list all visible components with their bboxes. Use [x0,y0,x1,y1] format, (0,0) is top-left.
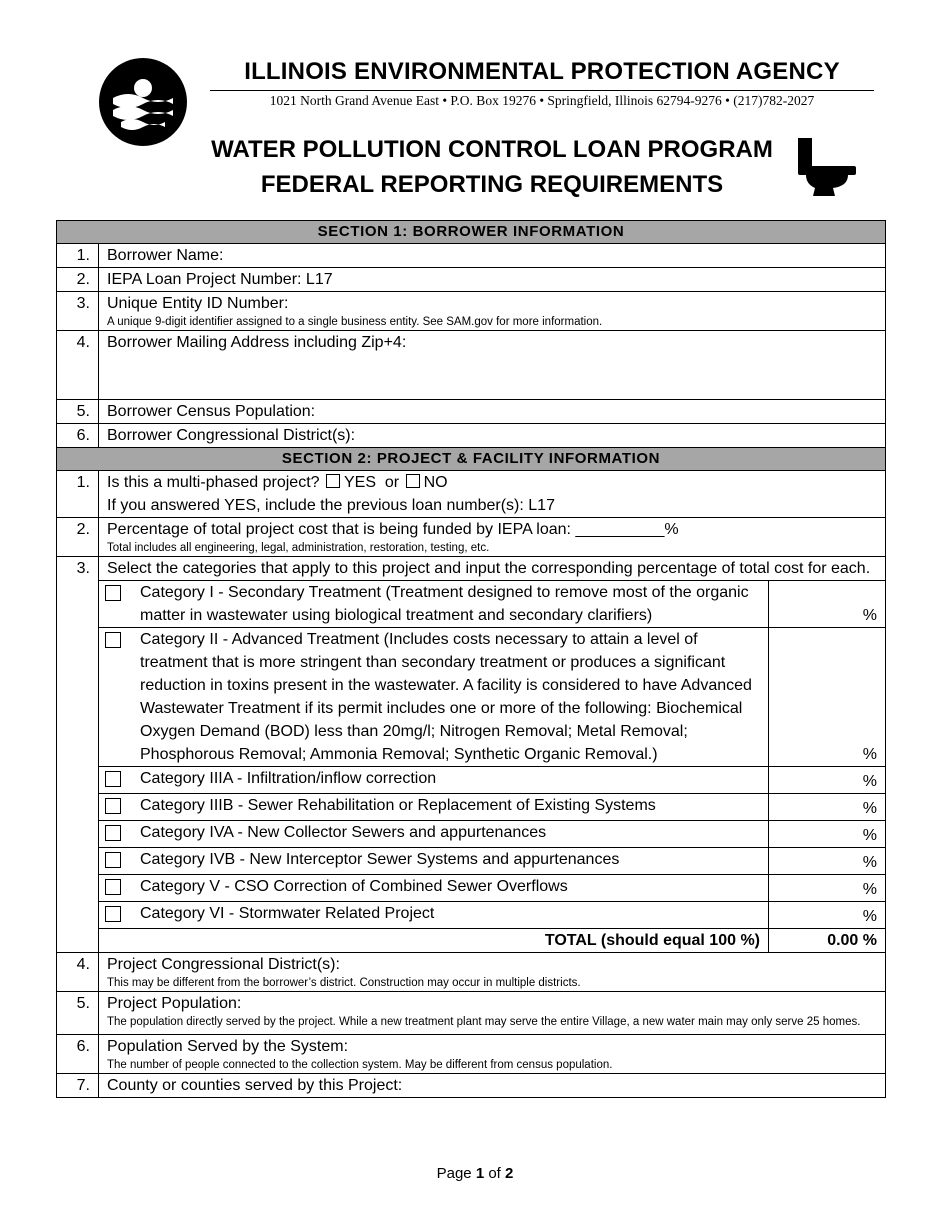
category-checkbox[interactable] [105,852,121,868]
row-number: 2. [57,268,99,292]
population-served-note: The number of people connected to the collection system. May be different from census population. [107,1059,613,1071]
project-population-label: Project Population: [107,995,242,1012]
unique-entity-id-note: A unique 9-digit identifier assigned to a single business entity. See SAM.gov for more information. [107,316,603,328]
yes-checkbox[interactable] [326,474,340,488]
categories-row [57,557,886,953]
page-footer [0,1165,950,1182]
category-row [99,902,885,929]
congressional-district-row [57,424,886,448]
category-checkbox[interactable] [105,798,121,814]
category-label: Category IIIA - Infiltration/inflow correction [140,767,769,794]
category-percent-field[interactable]: % [769,794,886,821]
total-value: 0.00 % [769,929,886,953]
project-population-row [57,992,886,1035]
category-checkbox[interactable] [105,585,121,601]
borrower-name-row [57,244,886,268]
project-district-row [57,953,886,992]
row-number: 5. [57,992,99,1035]
yes-label: YES [344,474,377,491]
category-percent-field[interactable]: % [769,875,886,902]
category-label: Category VI - Stormwater Related Project [140,902,769,929]
category-checkbox[interactable] [105,632,121,648]
mailing-address-field[interactable]: Borrower Mailing Address including Zip+4: [99,331,886,400]
or-label: or [384,474,400,491]
title-line-1: WATER POLLUTION CONTROL LOAN PROGRAM [211,136,773,163]
loan-project-number-row [57,268,886,292]
row-number: 6. [57,1035,99,1074]
unique-entity-id-row [57,292,886,331]
mailing-address-row [57,331,886,400]
population-served-row [57,1035,886,1074]
category-label: Category V - CSO Correction of Combined Sewer Overflows [140,875,769,902]
row-number: 3. [57,292,99,331]
row-number: 6. [57,424,99,448]
unique-entity-id-label: Unique Entity ID Number: [107,295,289,312]
category-checkbox[interactable] [105,879,121,895]
title-line-2: FEDERAL REPORTING REQUIREMENTS [260,171,724,198]
categories-table [99,580,885,952]
page-prefix: Page [436,1165,472,1182]
category-percent-field[interactable]: % [769,902,886,929]
category-label: Category II - Advanced Treatment (Includes costs necessary to attain a level of treatment that is more stringent than secondary treatment or produces a significant reduction in toxins present in the wastewater. A facility is considered to have Advanced Wastewater Treatment if its permit includes one or more of the following: Biochemical Oxygen Demand (BOD) less than 20mg/l; Nitrogen Removal; Metal Removal; Phosphorous Removal; Ammonia Removal; Synthetic Organic Removal.) [140,628,769,767]
loan-project-number-field[interactable]: IEPA Loan Project Number: L17 [99,268,886,292]
multi-phased-row [57,471,886,518]
form-table [56,220,886,1098]
category-row [99,794,885,821]
project-district-note: This may be different from the borrower’s district. Construction may occur in multiple districts. [107,977,581,989]
section-2-heading: SECTION 2: PROJECT & FACILITY INFORMATION [57,448,886,471]
category-percent-field[interactable]: % [769,848,886,875]
row-number: 5. [57,400,99,424]
unique-entity-id-field[interactable] [99,292,886,331]
section-2-header [57,448,886,471]
categories-instructions: Select the categories that apply to this project and input the corresponding percentage of total cost for each. [107,560,871,577]
header-rule [210,90,874,91]
category-row [99,821,885,848]
congressional-district-field[interactable]: Borrower Congressional District(s): [99,424,886,448]
row-number: 4. [57,331,99,400]
category-row [99,848,885,875]
census-population-row [57,400,886,424]
toilet-icon [793,136,859,198]
row-number: 1. [57,244,99,268]
iepa-seal-icon [99,58,187,146]
categories-cell [99,557,886,953]
category-percent-field[interactable]: % [769,581,886,628]
funding-percentage-label: Percentage of total project cost that is being funded by IEPA loan: __________% [107,521,679,538]
funding-percentage-row [57,518,886,557]
row-number: 4. [57,953,99,992]
category-row [99,628,885,767]
section-1-header [57,221,886,244]
category-row [99,767,885,794]
section-1-heading: SECTION 1: BORROWER INFORMATION [57,221,886,244]
row-number: 1. [57,471,99,518]
multi-phased-label: Is this a multi-phased project? [107,474,320,491]
funding-percentage-field[interactable] [99,518,886,557]
counties-field[interactable]: County or counties served by this Project: [99,1074,886,1098]
category-checkbox[interactable] [105,771,121,787]
project-district-field[interactable] [99,953,886,992]
category-checkbox[interactable] [105,825,121,841]
population-served-label: Population Served by the System: [107,1038,349,1055]
category-label: Category IIIB - Sewer Rehabilitation or Replacement of Existing Systems [140,794,769,821]
census-population-field[interactable]: Borrower Census Population: [99,400,886,424]
no-label: NO [423,474,448,491]
category-label: Category I - Secondary Treatment (Treatment designed to remove most of the organic matter in wastewater using biological treatment and secondary clarifiers) [140,581,769,628]
population-served-field[interactable] [99,1035,886,1074]
page-of: of [488,1165,501,1182]
total-label: TOTAL (should equal 100 %) [99,929,769,953]
page-total: 2 [505,1165,514,1182]
total-row [99,929,885,953]
borrower-name-field[interactable]: Borrower Name: [99,244,886,268]
category-percent-field[interactable]: % [769,628,886,767]
document-title [200,132,784,202]
category-percent-field[interactable]: % [769,821,886,848]
category-label: Category IVA - New Collector Sewers and appurtenances [140,821,769,848]
no-checkbox[interactable] [406,474,420,488]
category-row [99,581,885,628]
row-number: 7. [57,1074,99,1098]
counties-row [57,1074,886,1098]
agency-name: ILLINOIS ENVIRONMENTAL PROTECTION AGENCY [244,58,840,85]
category-percent-field[interactable]: % [769,767,886,794]
project-district-label: Project Congressional District(s): [107,956,340,973]
page-current: 1 [475,1165,485,1182]
category-label: Category IVB - New Interceptor Sewer Systems and appurtenances [140,848,769,875]
agency-address: 1021 North Grand Avenue East • P.O. Box 19276 • Springfield, Illinois 62794-9276 • (217)782-2027 [269,93,815,108]
row-number: 2. [57,518,99,557]
project-population-note: The population directly served by the project. While a new treatment plant may serve the entire Village, a new water main may only serve 25 homes. [107,1016,861,1028]
funding-percentage-note: Total includes all engineering, legal, administration, restoration, testing, etc. [107,542,490,554]
row-number: 3. [57,557,99,953]
previous-loan-number-field[interactable]: If you answered YES, include the previous loan number(s): L17 [107,497,555,514]
category-checkbox[interactable] [105,906,121,922]
multi-phased-question [99,471,886,518]
project-population-field[interactable] [99,992,886,1035]
category-row [99,875,885,902]
